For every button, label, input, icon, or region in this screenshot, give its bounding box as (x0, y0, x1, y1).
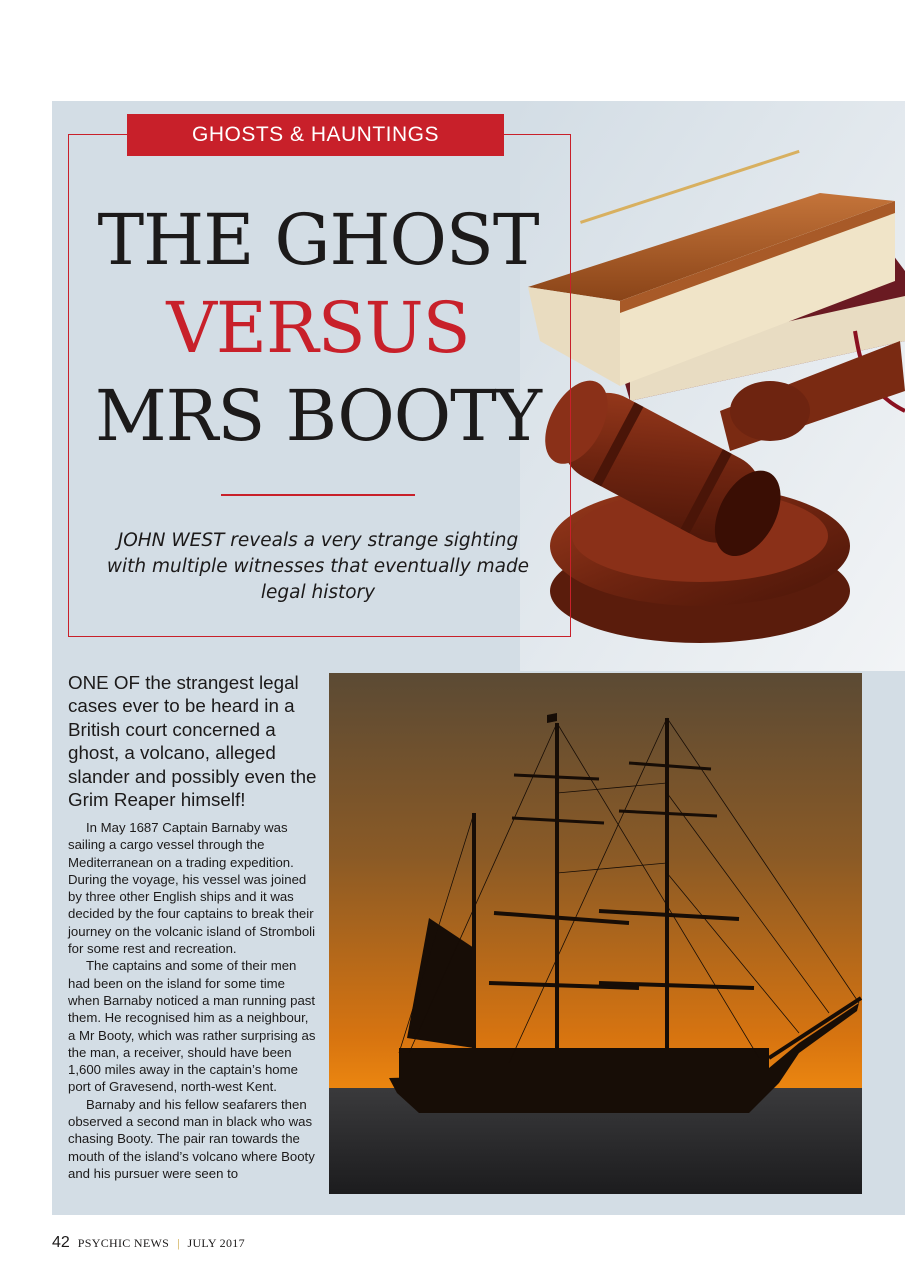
page-number: 42 (52, 1234, 70, 1251)
footer-separator: | (177, 1236, 180, 1250)
headline (68, 196, 568, 460)
gavel-and-books-image (520, 101, 905, 671)
body-paragraph: The captains and some of their men had been on the island for some time when Barnaby noticed a man running past them. He recognised him as a neighbour, a Mr Booty, which was rather surprising as the man, a receiver, should have been 1,600 miles away in the captain’s home port of Gravesend, north-west Kent. (68, 958, 316, 1095)
section-label: GHOSTS & HAUNTINGS (127, 114, 504, 156)
headline-divider (221, 494, 415, 496)
body-paragraph: Barnaby and his fellow seafarers then observed a second man in black who was chasing Booty. The pair ran towards the mouth of the island’s volcano where Booty and his pursuer were seen to (68, 1096, 315, 1181)
body-text (68, 819, 318, 1182)
headline-line-2: VERSUS (166, 287, 470, 369)
standfirst: JOHN WEST reveals a very strange sighting with multiple witnesses that eventually made legal history (106, 530, 530, 603)
headline-line-1: THE GHOST (97, 199, 539, 281)
issue-date: JULY 2017 (187, 1236, 245, 1250)
lede-paragraph: ONE OF the strangest legal cases ever to be heard in a British court concerned a ghost, a volcano, alleged slander and possibly even the Grim Reaper himself! (68, 672, 317, 811)
magazine-name: PSYCHIC NEWS (77, 1236, 170, 1250)
body-paragraph: In May 1687 Captain Barnaby was sailing a cargo vessel through the Mediterranean on a trading expedition. During the voyage, his vessel was joined by three other English ships and it was decided by the four captains to break their journey on the volcanic island of Stromboli for some rest and recreation. (68, 820, 316, 957)
tall-ship-photo (329, 673, 862, 1194)
page-footer (52, 1234, 245, 1252)
headline-line-3: MRS BOOTY (95, 375, 541, 457)
